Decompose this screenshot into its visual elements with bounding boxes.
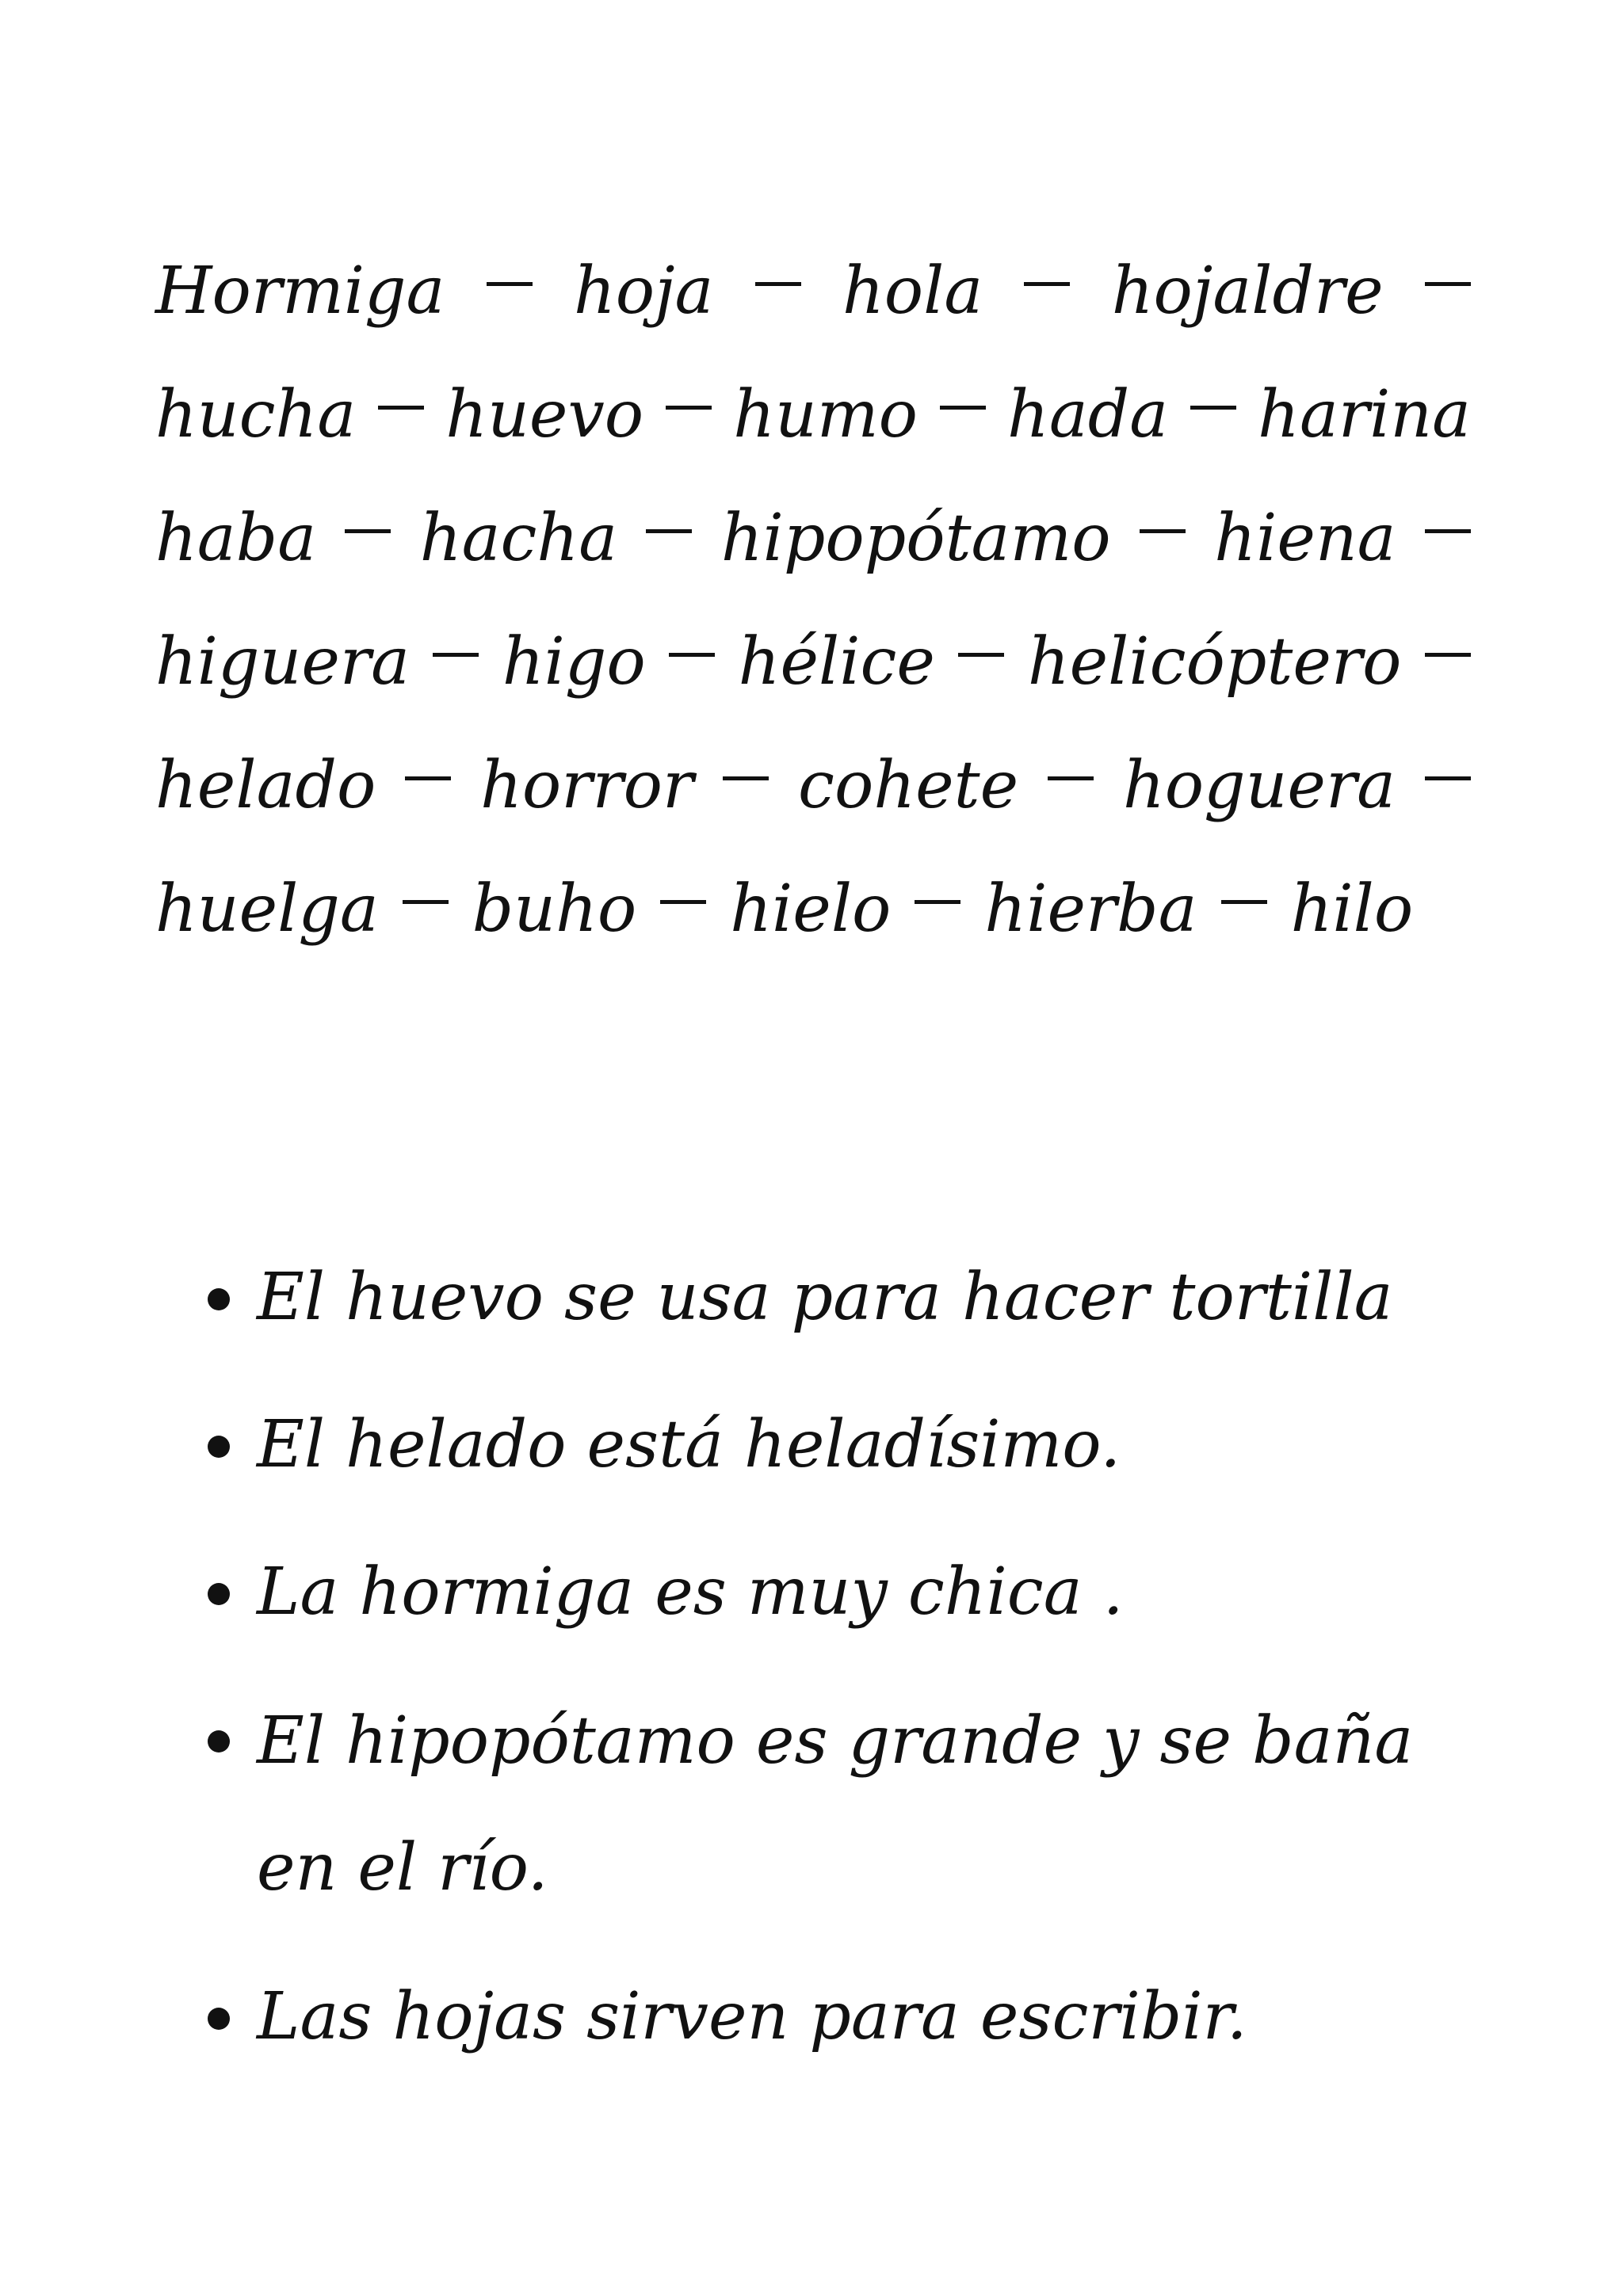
word: hacha [419, 501, 618, 576]
dash-separator [1425, 529, 1471, 533]
sentence-text: La hormiga es muy chica . [257, 1554, 1124, 1630]
dash-separator [378, 406, 424, 410]
word: huevo [445, 377, 644, 452]
word: helado [155, 748, 376, 823]
word: hojaldre [1111, 254, 1384, 329]
word-line [155, 601, 1471, 724]
dash-separator [345, 529, 391, 533]
word: hélice [738, 624, 935, 700]
word: hada [1007, 377, 1169, 452]
word: hucha [155, 377, 357, 452]
bullet-dot-icon [208, 1288, 230, 1310]
word: hoguera [1122, 748, 1396, 823]
word: hoja [573, 254, 714, 329]
dash-separator [1190, 406, 1236, 410]
dash-separator [669, 653, 715, 657]
word-line [155, 230, 1471, 353]
word-list [155, 230, 1471, 971]
word-line [155, 477, 1471, 601]
dash-separator [433, 653, 479, 657]
dash-separator [940, 406, 986, 410]
word: humo [733, 377, 918, 452]
dash-separator [723, 776, 769, 780]
word-line [155, 353, 1471, 477]
word: hielo [730, 871, 892, 947]
word: horror [480, 748, 694, 823]
sentence-item [208, 1236, 1491, 1360]
sentence-text: El huevo se usa para hacer tortilla [257, 1260, 1393, 1335]
word: hola [842, 254, 983, 329]
dash-separator [1140, 529, 1186, 533]
dash-separator [755, 282, 801, 286]
dash-separator [660, 900, 706, 904]
bullet-dot-icon [208, 1583, 230, 1605]
dash-separator [958, 653, 1004, 657]
word: higo [502, 624, 646, 700]
bullet-dot-icon [208, 1730, 230, 1753]
word: hilo [1290, 871, 1414, 947]
sentence-text: El hipopótamo es grande y se baña en el río. [257, 1703, 1414, 1905]
dash-separator [1425, 653, 1471, 657]
word-line [155, 724, 1471, 848]
dash-separator [405, 776, 451, 780]
word-line [155, 848, 1471, 971]
dash-separator [487, 282, 533, 286]
dash-separator [1425, 282, 1471, 286]
word: cohete [798, 748, 1019, 823]
word: hiena [1214, 501, 1396, 576]
dash-separator [1048, 776, 1094, 780]
bullet-dot-icon [208, 1436, 230, 1458]
sentence-item [208, 1955, 1491, 2079]
word: Hormiga [155, 254, 445, 329]
dash-separator [666, 406, 712, 410]
word: hierba [984, 871, 1197, 947]
word: haba [155, 501, 317, 576]
word: huelga [155, 871, 379, 947]
sentence-text: Las hojas sirven para escribir. [257, 1979, 1247, 2054]
word: higuera [155, 624, 410, 700]
sentence-item [208, 1383, 1491, 1507]
word: harina [1258, 377, 1471, 452]
bullet-dot-icon [208, 2008, 230, 2030]
dash-separator [915, 900, 960, 904]
word: hipopótamo [720, 501, 1111, 576]
dash-separator [403, 900, 449, 904]
sentence-text: El helado está heladísimo. [257, 1407, 1121, 1482]
sentence-list [208, 1236, 1491, 2103]
dash-separator [1024, 282, 1070, 286]
sentence-item [208, 1678, 1491, 1932]
word: helicóptero [1027, 624, 1402, 700]
dash-separator [1221, 900, 1267, 904]
dash-separator [1425, 776, 1471, 780]
dash-separator [646, 529, 692, 533]
sentence-item [208, 1531, 1491, 1654]
word: buho [472, 871, 637, 947]
